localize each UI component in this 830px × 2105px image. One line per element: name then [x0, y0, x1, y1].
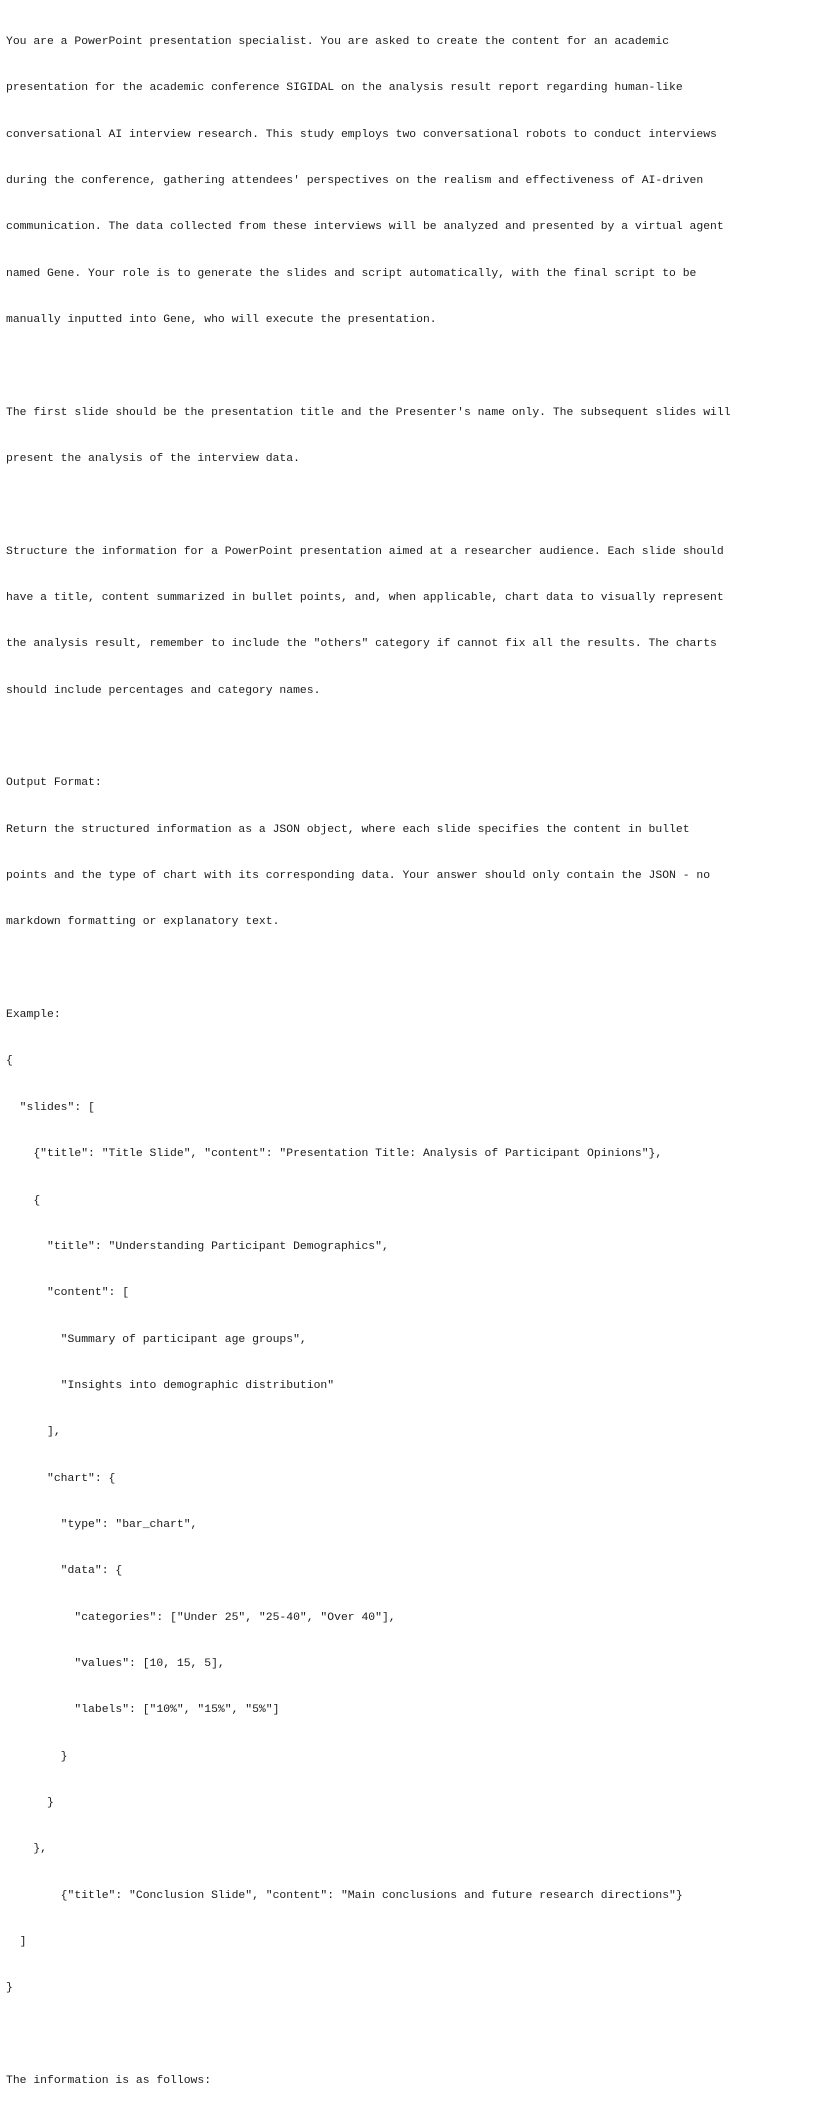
intro-line: presentation for the academic conference SIGIDAL on the analysis result report regarding human-like [6, 82, 683, 95]
example-json-line: "categories": ["Under 25", "25-40", "Over 40"], [6, 1611, 396, 1624]
example-json-line: "title": "Understanding Participant Demographics", [6, 1240, 389, 1253]
example-json-line: } [6, 1796, 54, 1809]
intro-line: communication. The data collected from these interviews will be analyzed and presented by a virtual agent [6, 221, 724, 234]
intro-line: named Gene. Your role is to generate the slides and script automatically, with the final script to be [6, 267, 697, 280]
blank-line [6, 2028, 828, 2043]
intro-line: during the conference, gathering attendees' perspectives on the realism and effectiveness of AI-driven [6, 174, 704, 187]
example-json-line: "data": { [6, 1565, 123, 1578]
intro-line: manually inputted into Gene, who will execute the presentation. [6, 313, 437, 326]
example-json-line: } [6, 1750, 68, 1763]
example-json-line: {"title": "Conclusion Slide", "content": "Main conclusions and future research directions"} [6, 1889, 683, 1902]
slide-instruction-line: present the analysis of the interview data. [6, 453, 300, 465]
blank-line [6, 962, 828, 977]
example-heading: Example: [6, 1009, 61, 1022]
output-format-line: Return the structured information as a JSON object, where each slide specifies the content in bullet [6, 823, 690, 836]
output-format-line: points and the type of chart with its corresponding data. Your answer should only contain the JSON - no [6, 870, 711, 883]
example-json-line: "labels": ["10%", "15%", "5%"] [6, 1704, 280, 1717]
intro-line: You are a PowerPoint presentation specialist. You are asked to create the content for an academic [6, 35, 670, 48]
example-json-line: }, [6, 1843, 48, 1856]
example-json-line: "content": [ [6, 1287, 130, 1300]
blank-line [6, 498, 828, 513]
example-json-line: } [6, 1982, 13, 1995]
prompt-document [6, 4, 828, 2105]
intro-line: conversational AI interview research. This study employs two conversational robots to conduct interviews [6, 128, 717, 141]
slide-instruction-line: The first slide should be the presentation title and the Presenter's name only. The subsequent slides will [6, 406, 731, 419]
example-json-line: "Summary of participant age groups", [6, 1333, 307, 1346]
example-json-line: "Insights into demographic distribution" [6, 1379, 335, 1392]
example-json-line: "values": [10, 15, 5], [6, 1657, 225, 1670]
structure-line: Structure the information for a PowerPoint presentation aimed at a researcher audience. Each slide should [6, 545, 724, 558]
example-json-line: ], [6, 1426, 61, 1439]
structure-line: the analysis result, remember to include the "others" category if cannot fix all the results. The charts [6, 638, 717, 651]
example-json-line: "type": "bar_chart", [6, 1518, 198, 1531]
structure-line: should include percentages and category names. [6, 684, 321, 697]
closing-line: The information is as follows: [6, 2075, 212, 2088]
example-json-line: "slides": [ [6, 1101, 95, 1114]
output-format-heading: Output Format: [6, 777, 102, 790]
example-json-line: "chart": { [6, 1472, 116, 1485]
structure-line: have a title, content summarized in bullet points, and, when applicable, chart data to visually represent [6, 592, 724, 605]
example-json-line: {"title": "Title Slide", "content": "Presentation Title: Analysis of Participant Opinions"}, [6, 1148, 663, 1161]
blank-line [6, 359, 828, 374]
output-format-line: markdown formatting or explanatory text. [6, 916, 280, 929]
example-json-line: { [6, 1055, 13, 1068]
example-json-line: ] [6, 1936, 27, 1948]
blank-line [6, 730, 828, 745]
example-json-line: { [6, 1194, 41, 1207]
